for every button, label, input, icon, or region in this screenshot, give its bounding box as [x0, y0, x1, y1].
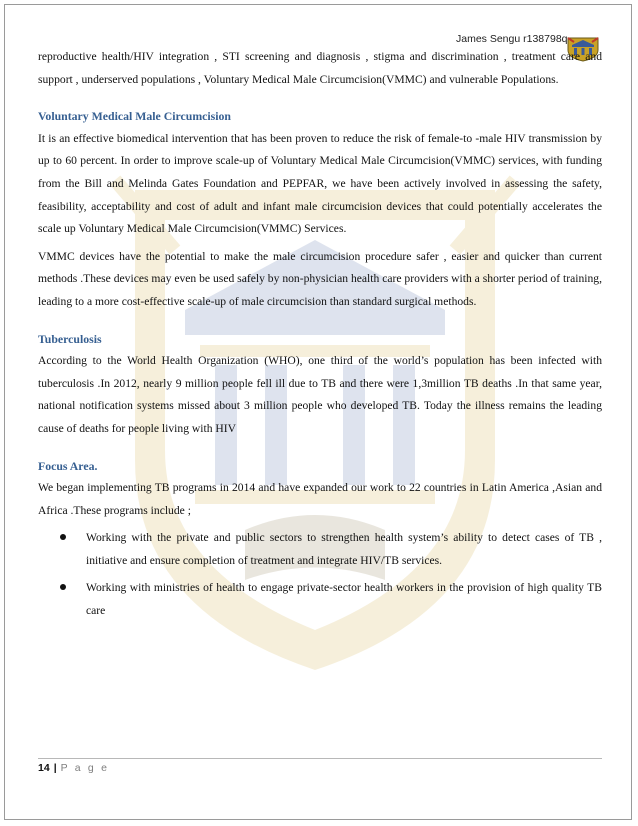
list-item-text: Working with ministries of health to engage private-sector health workers in the provision of high quality TB care [86, 581, 602, 618]
tb-paragraph: According to the World Health Organization (WHO), one third of the world’s population has been infected with tuberculosis .In 2012, nearly 9 million people fell ill due to TB and there were 1,3million TB deaths .In that same year, national notification systems missed about 3 million people who developed TB. Today the illness remains the leading cause of deaths for people living with HIV [38, 354, 602, 435]
focus-area-list [38, 527, 602, 622]
bullet-icon [60, 534, 66, 540]
vmmc-paragraph-1: It is an effective biomedical intervention that has been proven to reduce the risk of female-to -male HIV transmission by up to 60 percent. In order to improve scale-up of Voluntary Medical Male Circumcision(VMMC) services, with funding from the Bill and Melinda Gates Foundation and PEPFAR, we have been actively involved in assessing the safety, feasibility, acceptability and cost of adult and infant male circumcision devices that could potentially accelerates the scale up Voluntary Medical Male Circumcision(VMMC) Services. [38, 131, 602, 236]
footer-divider [38, 758, 602, 759]
page-number: 14 [38, 762, 50, 774]
footer-separator: | [53, 762, 57, 774]
document-body [38, 46, 602, 623]
page-label: P a g e [60, 762, 110, 774]
vmmc-paragraph-2: VMMC devices have the potential to make the male circumcision procedure safer , easier and quicker than current methods .These devices may even be used safely by non-physician health care providers with a shorter period of training, leading to a more cost-effective scale-up of male circumcision than standard surgical methods. [38, 249, 602, 308]
list-item [38, 577, 602, 622]
vmmc-heading: Voluntary Medical Male Circumcision [38, 109, 231, 124]
bullet-icon [60, 584, 66, 590]
focus-area-paragraph: We began implementing TB programs in 2014 and have expanded our work to 22 countries in Latin America ,Asian and Africa .These programs include ; [38, 481, 602, 517]
list-item-text: Working with the private and public sectors to strengthen health system’s ability to detect cases of TB , initiative and ensure completion of treatment and integrate HIV/TB services. [86, 531, 602, 567]
header-author: James Sengu r138798q [456, 33, 568, 45]
page-footer [38, 762, 109, 774]
list-item [38, 527, 602, 572]
intro-paragraph: reproductive health/HIV integration , STI screening and diagnosis , stigma and discrimination , treatment care and support , underserved populations , Voluntary Medical Male Circumcision(VMMC) and vulnerable Populations. [38, 50, 602, 86]
focus-area-heading: Focus Area. [38, 458, 98, 473]
tb-heading: Tuberculosis [38, 331, 102, 346]
